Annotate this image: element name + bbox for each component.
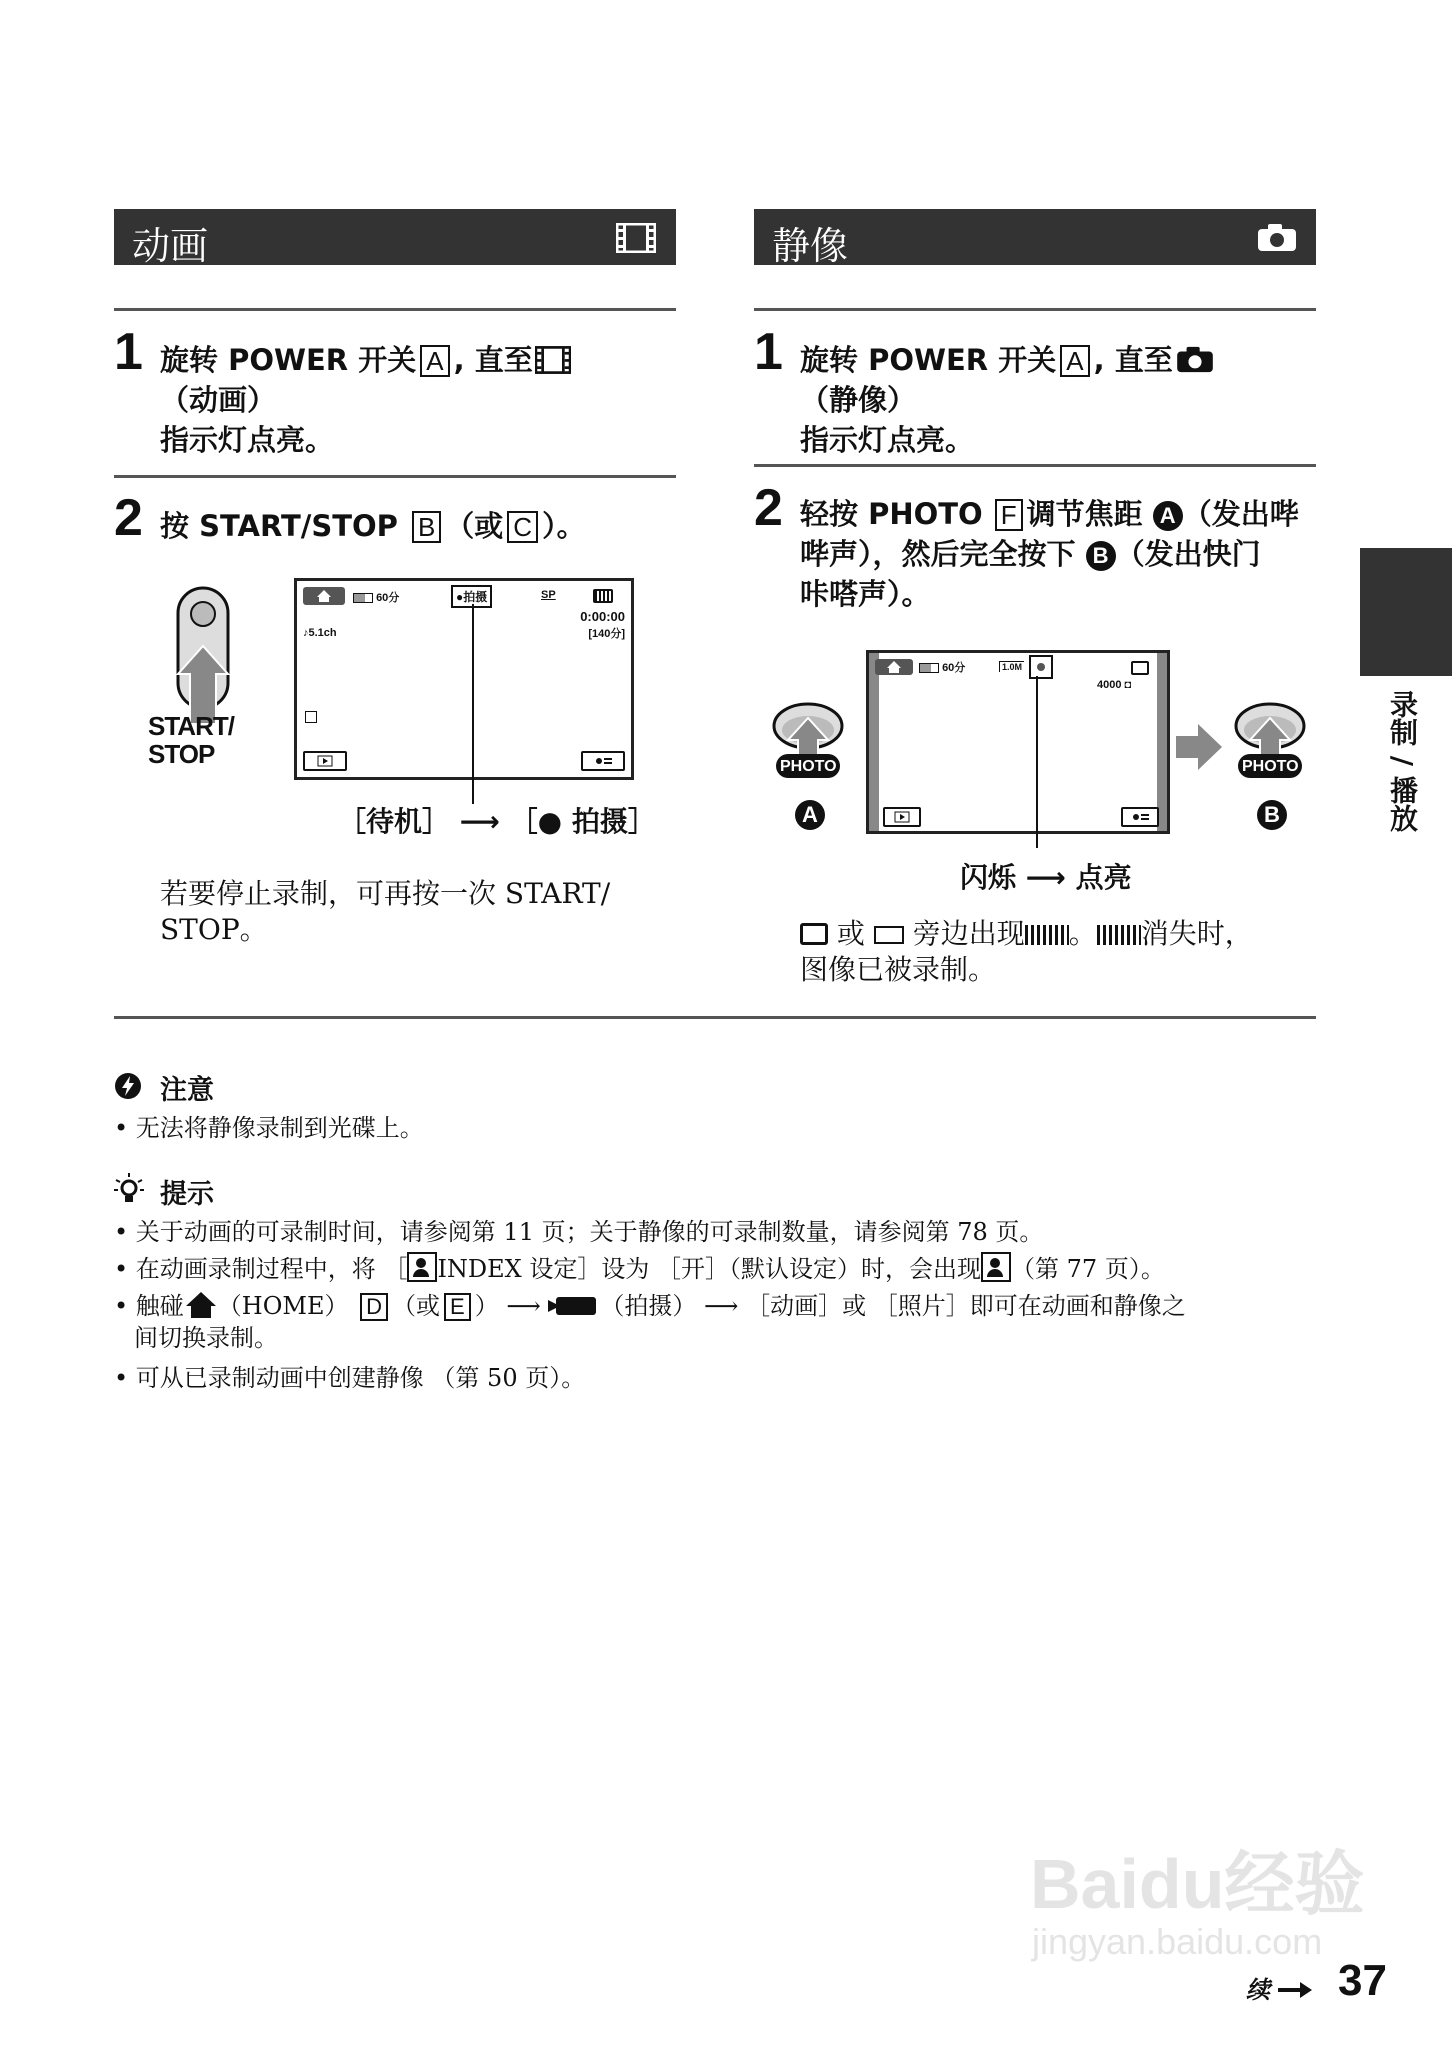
movie-lcd-screen — [294, 578, 634, 780]
tip-4-text: 可从已录制动画中创建静像 （第 50 页）。 — [135, 1364, 586, 1392]
focus-dot-icon — [1037, 663, 1045, 671]
option-icon — [583, 753, 623, 769]
media-icon — [800, 923, 828, 945]
battery-remaining: 60分 — [942, 662, 966, 674]
record-status: ●拍摄 — [451, 585, 492, 608]
still-step1-line1a: 旋转 POWER 开关 — [800, 343, 1057, 377]
photo-label-a: PHOTO — [780, 758, 837, 775]
movie-step1-line1c: （动画） — [160, 383, 277, 417]
watermark-line2: jingyan.baidu.com — [1032, 1921, 1323, 1962]
page-number: 37 — [1338, 1956, 1387, 2005]
camera-icon: ◘ — [1124, 679, 1132, 691]
photo-label-b: PHOTO — [1242, 758, 1299, 775]
film-icon — [535, 346, 571, 374]
still-step1-line2: 指示灯点亮。 — [800, 423, 975, 457]
box-letter-c: C — [507, 511, 538, 543]
media-icon — [1131, 661, 1149, 675]
caution-item: • 无法将静像录制到光碟上。 — [114, 1114, 424, 1142]
tip-item-1: • 关于动画的可录制时间，请参阅第 11 页；关于静像的可录制数量，请参阅第 78 页。 — [114, 1218, 1044, 1246]
still-count-value: 4000 — [1097, 679, 1122, 691]
audio-mode: ♪5.1ch — [303, 627, 337, 639]
movie-step2-number: 2 — [114, 489, 143, 547]
still-record-text — [800, 916, 1320, 988]
movie-step2-text-b: （或 — [445, 509, 504, 543]
still-step2-rule — [754, 464, 1316, 467]
face-index-icon — [305, 711, 317, 723]
side-tab-label: 录制 / 播放 — [1386, 690, 1419, 832]
battery-icon — [919, 663, 939, 673]
option-icon — [1123, 809, 1157, 825]
still-step2-line2b: （发出快门 — [1115, 537, 1261, 571]
memory-icon — [874, 926, 904, 944]
tip-bulb-icon — [112, 1172, 146, 1206]
caution-icon — [114, 1072, 142, 1100]
still-step1-line1c: （静像） — [800, 383, 917, 417]
tip-2-text-c: （第 77 页）。 — [1011, 1255, 1165, 1283]
movie-step2-text-c: ）。 — [542, 509, 586, 543]
box-letter-d: D — [360, 1293, 388, 1321]
video-camera-icon — [548, 1294, 600, 1318]
still-step2-line3: 咔嗒声）。 — [800, 577, 931, 611]
tip-2-text-b: INDEX 设定］设为 ［开］（默认设定）时，会出现 — [437, 1255, 982, 1283]
still-step2-line1c: （发出哔 — [1182, 497, 1299, 531]
tip-3-text-b: （HOME） — [217, 1292, 349, 1320]
film-icon — [616, 223, 656, 253]
still-screen-caption: 闪烁 ⟶ 点亮 — [960, 861, 1132, 894]
image-size: 1.0M — [999, 661, 1024, 672]
tip-item-3: • 触碰 （HOME） D （或 E ） ⟶ （拍摄） ⟶ ［动画］或 ［照片］即可在动画和静像之 间切换录制。 — [114, 1290, 1334, 1354]
tip-3-text-d: ） ⟶ — [474, 1292, 541, 1320]
home-button[interactable] — [875, 659, 913, 675]
home-button[interactable] — [303, 587, 345, 605]
circle-letter-b: B — [1086, 541, 1116, 571]
arrow-right-icon — [1278, 1980, 1312, 2000]
movie-step1-number: 1 — [114, 323, 143, 381]
option-button[interactable] — [581, 751, 625, 771]
tip-3-line2: 间切换录制。 — [134, 1324, 278, 1352]
still-record-text-a: 或 — [836, 917, 865, 950]
still-step2-text — [800, 494, 1320, 614]
box-letter-f: F — [995, 499, 1023, 531]
still-step2-number: 2 — [754, 479, 783, 537]
circle-marker-a: A — [795, 800, 825, 830]
camera-icon — [1175, 344, 1215, 374]
playback-button[interactable] — [303, 751, 347, 771]
battery-indicator — [919, 659, 965, 675]
battery-remaining: 60分 — [376, 592, 400, 604]
tip-1-text: 关于动画的可录制时间，请参阅第 11 页；关于静像的可录制数量，请参阅第 78 页。 — [135, 1218, 1044, 1246]
tip-item-2: • 在动画录制过程中，将 ［ INDEX 设定］设为 ［开］（默认设定）时，会出现 （第 77 页）。 — [114, 1252, 1354, 1285]
face-index-icon — [981, 1252, 1011, 1282]
still-step1-number: 1 — [754, 323, 783, 381]
side-tab-marker — [1360, 548, 1452, 676]
caution-title: 注意 — [160, 1075, 214, 1106]
still-record-text-c: 。 — [1068, 917, 1097, 950]
battery-indicator — [353, 589, 399, 605]
movie-step1-rule — [114, 308, 676, 311]
still-count — [1097, 679, 1131, 691]
playback-button[interactable] — [883, 807, 921, 827]
home-icon — [303, 587, 345, 605]
still-step2-line2a: 哔声），然后完全按下 — [800, 537, 1076, 571]
still-step1-line1b: , 直至 — [1093, 343, 1173, 377]
arrow-right-icon — [1176, 724, 1222, 770]
movie-stop-text-line2: STOP。 — [160, 913, 268, 946]
caution-item-text: 无法将静像录制到光碟上。 — [135, 1114, 424, 1142]
tip-item-4: • 可从已录制动画中创建静像 （第 50 页）。 — [114, 1364, 586, 1392]
focus-indicator — [1029, 655, 1053, 679]
still-lcd-screen — [866, 650, 1170, 834]
still-step2-line1b: 调节焦距 — [1026, 497, 1143, 531]
option-button[interactable] — [1121, 807, 1159, 827]
movie-step2-text-a: 按 START/STOP — [160, 509, 398, 543]
tips-title: 提示 — [160, 1179, 214, 1210]
movie-step1-line1b: , 直至 — [453, 343, 533, 377]
battery-icon — [353, 593, 373, 603]
face-index-icon — [407, 1252, 437, 1282]
focus-leader-line — [1036, 676, 1038, 848]
still-step1-text — [800, 340, 1320, 460]
camera-icon — [1256, 221, 1298, 253]
still-record-text-b: 旁边出现 — [912, 917, 1025, 950]
start-stop-button-illustration — [170, 586, 240, 726]
section-bottom-rule — [114, 1016, 1316, 1019]
box-letter-a: A — [1060, 345, 1089, 377]
watermark-line1: Baidu经验 — [1030, 1845, 1365, 1923]
still-section-title: 静像 — [772, 224, 849, 268]
play-icon — [305, 753, 345, 769]
movie-section-title: 动画 — [132, 224, 209, 268]
home-icon — [875, 659, 913, 675]
circle-marker-b: B — [1257, 800, 1287, 830]
progress-bars-icon — [1025, 925, 1069, 945]
still-step2-line1a: 轻按 PHOTO — [800, 497, 983, 531]
box-letter-e: E — [444, 1293, 471, 1321]
play-icon — [885, 809, 919, 825]
watermark — [1030, 1846, 1364, 1962]
movie-stop-text — [160, 876, 680, 948]
continued-label: 续 — [1246, 1976, 1270, 2004]
movie-screen-caption: ［待机］ ⟶ ［● 拍摄］ — [338, 805, 656, 838]
status-leader-line — [472, 604, 474, 804]
box-letter-b: B — [412, 511, 441, 543]
start-stop-label-line2: STOP — [148, 739, 215, 769]
remaining-time: [140分] — [588, 628, 625, 640]
footer — [1246, 1970, 1312, 2005]
start-stop-label — [148, 712, 234, 768]
still-record-text-d: 消失时， — [1140, 917, 1253, 950]
sp-mode: SP — [541, 589, 556, 601]
progress-bars-icon — [1097, 925, 1141, 945]
tip-3-text-a: 触碰 — [135, 1292, 184, 1320]
circle-letter-a: A — [1153, 501, 1183, 531]
tip-3-text-e: （拍摄） ⟶ ［动画］或 ［照片］即可在动画和静像之 — [600, 1292, 1186, 1320]
movie-step2-rule — [114, 475, 676, 478]
start-stop-label-line1: START/ — [148, 711, 234, 741]
box-letter-a: A — [420, 345, 449, 377]
media-icon — [593, 589, 613, 603]
counter: 0:00:00 — [580, 609, 625, 624]
still-record-text-line2: 图像已被录制。 — [800, 953, 997, 986]
movie-step2-text — [160, 506, 680, 546]
movie-step1-text — [160, 340, 680, 460]
movie-step1-line1a: 旋转 POWER 开关 — [160, 343, 417, 377]
movie-step1-line2: 指示灯点亮。 — [160, 423, 335, 457]
still-section-header — [754, 209, 1316, 268]
still-step1-rule — [754, 308, 1316, 311]
tip-3-text-c: （或 — [392, 1292, 441, 1320]
home-icon — [184, 1290, 218, 1320]
tip-2-text-a: 在动画录制过程中，将 ［ — [135, 1255, 408, 1283]
movie-stop-text-line1: 若要停止录制，可再按一次 START/ — [160, 877, 611, 910]
movie-section-header — [114, 209, 676, 268]
